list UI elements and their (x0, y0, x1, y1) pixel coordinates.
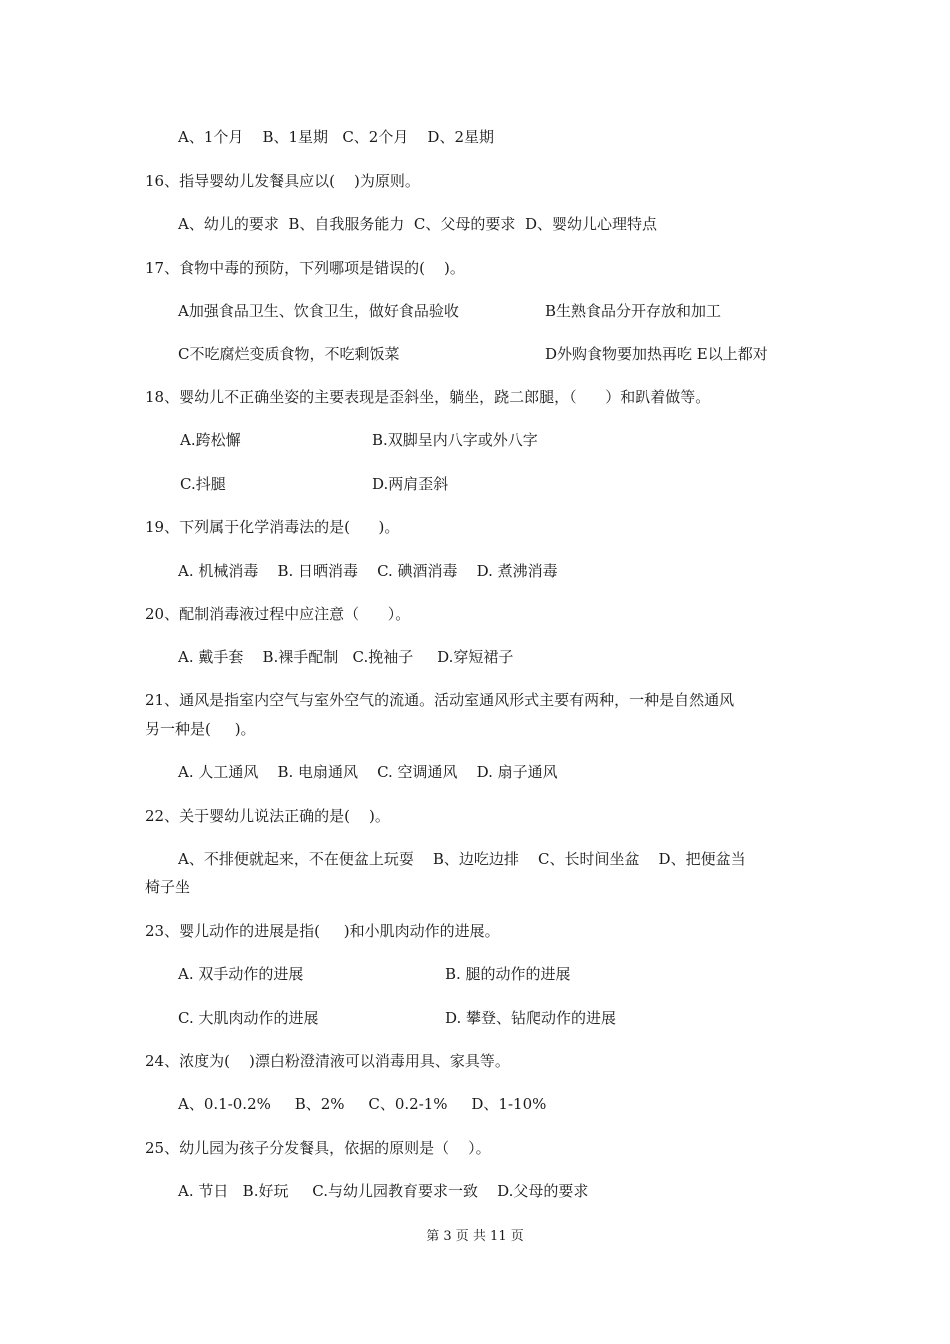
q19-options: A. 机械消毒 B. 日晒消毒 C. 碘酒消毒 D. 煮沸消毒 (178, 562, 558, 580)
q18-option-c: C.抖腿 (180, 475, 226, 493)
q22-options-line2: 椅子坐 (145, 878, 191, 896)
q22-question: 22、关于婴幼儿说法正确的是( )。 (145, 807, 390, 825)
q24-options: A、0.1-0.2% B、2% C、0.2-1% D、1-10% (178, 1095, 547, 1113)
q17-question: 17、食物中毒的预防，下列哪项是错误的( )。 (145, 259, 465, 277)
q18-option-b: B.双脚呈内八字或外八字 (372, 431, 538, 449)
q16-question: 16、指导婴幼儿发餐具应以( )为原则。 (145, 172, 420, 190)
q21-options: A. 人工通风 B. 电扇通风 C. 空调通风 D. 扇子通风 (178, 763, 558, 781)
q25-options: A. 节日 B.好玩 C.与幼儿园教育要求一致 D.父母的要求 (178, 1182, 589, 1200)
q17-option-d: D外购食物要加热再吃 E以上都对 (545, 345, 768, 363)
q20-question: 20、配制消毒液过程中应注意（ ）。 (145, 605, 411, 623)
q17-option-a: A加强食品卫生、饮食卫生，做好食品验收 (178, 302, 459, 320)
q18-question: 18、婴幼儿不正确坐姿的主要表现是歪斜坐，躺坐，跷二郎腿，（ ）和趴着做等。 (145, 388, 711, 406)
q23-question: 23、婴儿动作的进展是指( )和小肌肉动作的进展。 (145, 922, 500, 940)
q20-options: A. 戴手套 B.裸手配制 C.挽袖子 D.穿短裙子 (178, 648, 514, 666)
q21-question-line2: 另一种是( )。 (145, 720, 256, 738)
q17-option-b: B生熟食品分开存放和加工 (545, 302, 722, 320)
q15-options: A、1个月 B、1星期 C、2个月 D、2星期 (178, 128, 494, 146)
q18-option-d: D.两肩歪斜 (372, 475, 449, 493)
page-footer: 第 3 页 共 11 页 (426, 1229, 524, 1244)
q25-question: 25、幼儿园为孩子分发餐具，依据的原则是（ ）。 (145, 1139, 491, 1157)
q16-options: A、幼儿的要求 B、自我服务能力 C、父母的要求 D、婴幼儿心理特点 (178, 215, 657, 233)
q18-option-a: A.跨松懈 (180, 431, 241, 449)
q17-option-c: C不吃腐烂变质食物，不吃剩饭菜 (178, 345, 400, 363)
q23-option-b: B. 腿的动作的进展 (445, 965, 571, 983)
q23-option-a: A. 双手动作的进展 (178, 965, 304, 983)
q24-question: 24、浓度为( )漂白粉澄清液可以消毒用具、家具等。 (145, 1052, 510, 1070)
q21-question-line1: 21、通风是指室内空气与室外空气的流通。活动室通风形式主要有两种，一种是自然通风 (145, 691, 735, 709)
q23-option-c: C. 大肌肉动作的进展 (178, 1009, 319, 1027)
q23-option-d: D. 攀登、钻爬动作的进展 (445, 1009, 617, 1027)
q22-options-line1: A、不排便就起来，不在便盆上玩耍 B、边吃边排 C、长时间坐盆 D、把便盆当 (178, 850, 746, 868)
q19-question: 19、下列属于化学消毒法的是( )。 (145, 518, 400, 536)
